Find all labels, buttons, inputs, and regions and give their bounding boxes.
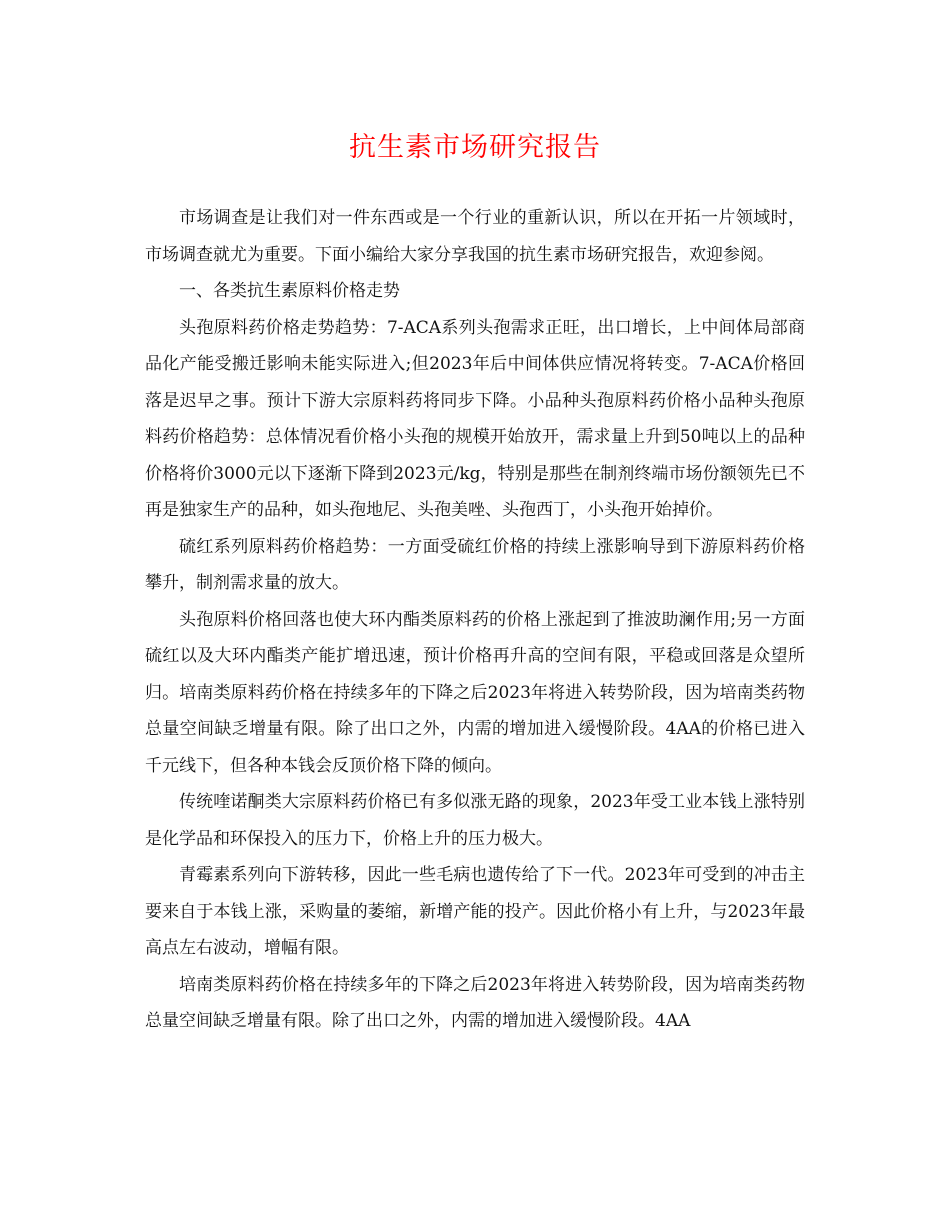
paragraph-quinolone: 传统喹诺酮类大宗原料药价格已有多似涨无路的现象，2023年受工业本钱上涨特别是化学品和环保投入的压力下，价格上升的压力极大。 <box>145 792 805 849</box>
paragraph-macrolide-penem: 头孢原料价格回落也使大环内酯类原料药的价格上涨起到了推波助澜作用;另一方面硫红以及大环内酯类产能扩增迅速，预计价格再升高的空间有限，平稳或回落是众望所归。培南类原料药价格在持续多年的下降之后2023年将进入转势阶段，因为培南类药物总量空间缺乏增量有限。除了出口之外，内需的增加进入缓慢阶段。4AA的价格已进入千元线下，但各种本钱会反顶价格下降的倾向。 <box>145 609 805 776</box>
paragraph-penem: 培南类原料药价格在持续多年的下降之后2023年将进入转势阶段，因为培南类药物总量空间缺乏增量有限。除了出口之外，内需的增加进入缓慢阶段。4AA <box>145 974 805 1031</box>
paragraph-intro: 市场调查是让我们对一件东西或是一个行业的重新认识，所以在开拓一片领域时，市场调查就尤为重要。下面小编给大家分享我国的抗生素市场研究报告，欢迎参阅。 <box>145 208 805 265</box>
paragraph-cephalosporin: 头孢原料药价格走势趋势：7-ACA系列头孢需求正旺，出口增长，上中间体局部商品化产能受搬迁影响未能实际进入;但2023年后中间体供应情况将转变。7-ACA价格回落是迟早之事。预计下游大宗原料药将同步下降。小品种头孢原料药价格小品种头孢原料药价格趋势：总体情况看价格小头孢的规模开始放开，需求量上升到50吨以上的品种价格将价3000元以下逐渐下降到2023元/kg，特别是那些在制剂终端市场份额领先已不再是独家生产的品种，如头孢地尼、头孢美唑、头孢西丁，小头孢开始掉价。 <box>145 317 805 520</box>
section-heading-price-trends: 一、各类抗生素原料价格走势 <box>179 281 400 301</box>
document-body <box>145 200 805 1040</box>
paragraph-erythromycin: 硫红系列原料药价格趋势：一方面受硫红价格的持续上涨影响导到下游原料药价格攀升，制剂需求量的放大。 <box>145 536 805 593</box>
paragraph-penicillin: 青霉素系列向下游转移，因此一些毛病也遗传给了下一代。2023年可受到的冲击主要来自于本钱上涨，采购量的萎缩，新增产能的投产。因此价格小有上升，与2023年最高点左右波动，增幅有限。 <box>145 865 805 958</box>
document-title: 抗生素市场研究报告 <box>349 132 601 163</box>
